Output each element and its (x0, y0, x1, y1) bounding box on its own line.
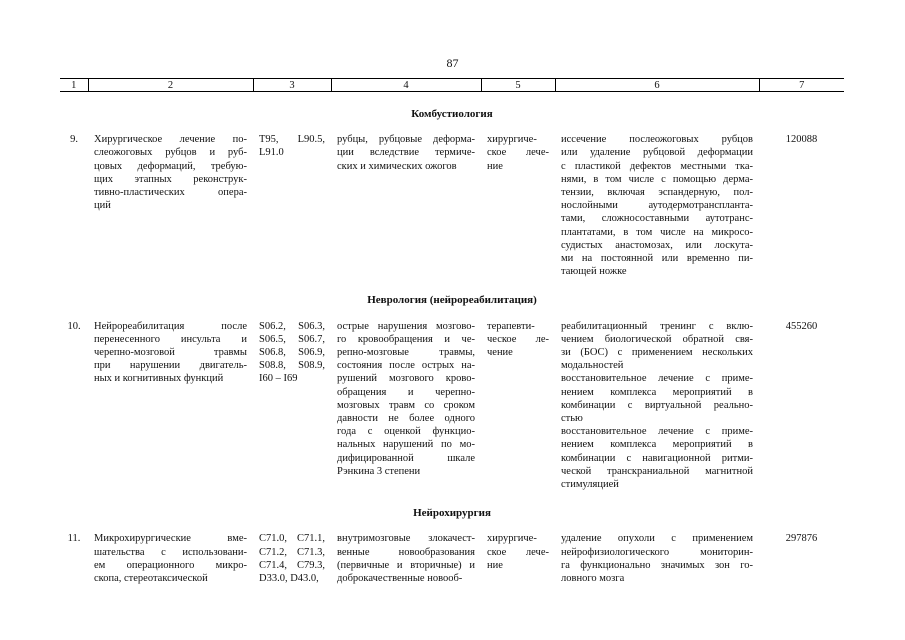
text-line: ское лече- (487, 147, 549, 159)
column-number: 2 (88, 79, 253, 92)
column-number-header (60, 79, 844, 92)
text-line: рубцы, рубцовые деформа- (337, 134, 475, 146)
text-line: тающей ножке (561, 266, 627, 278)
text-line: венные новообразования (337, 546, 475, 558)
section-header (60, 491, 844, 532)
cost-cell: 455260 (785, 320, 818, 332)
text-line: нями, в том числе с помощью дерма- (561, 173, 753, 185)
text-line: га функционально значимых зон го- (561, 559, 753, 571)
text-line: хирургиче- (487, 533, 537, 545)
text-line: ческой транскраниальной магнитной (561, 465, 753, 477)
text-line: шательства с использовани- (94, 546, 247, 558)
text-line: ции вследствие термиче- (337, 147, 475, 159)
icd-codes-cell (253, 532, 331, 585)
text-line: цовых деформаций, требую- (94, 160, 247, 172)
text-line: репно-мозговые травмы, (337, 347, 475, 359)
text-line: I60 – I69 (259, 373, 298, 385)
row-number: 11. (67, 533, 81, 545)
text-line: нением комплекса мероприятий в (561, 386, 753, 398)
medical-care-table (60, 78, 844, 585)
treatment-type-cell (481, 320, 555, 492)
text-line: S06.2, S06.3, (259, 320, 325, 332)
text-line: удаление опухоли с применением (561, 533, 753, 545)
text-line: чение (487, 347, 513, 359)
text-line: стью (561, 413, 583, 425)
text-line: нейрофизиологического мониторин- (561, 546, 753, 558)
column-number: 3 (253, 79, 331, 92)
text-line: D33.0, D43.0, (259, 573, 319, 585)
text-line: мозговых травм со сроком (337, 399, 475, 411)
section-title: Нейрохирургия (413, 507, 491, 520)
text-line: ние (487, 559, 503, 571)
treatment-method-cell (555, 532, 759, 585)
procedure-name-cell (88, 320, 253, 492)
text-line: состояния после острых на- (337, 360, 475, 372)
text-line: внутримозговые злокачест- (337, 533, 475, 545)
text-line: или удаление рубцовой деформации (561, 147, 753, 159)
patient-model-cell (331, 532, 481, 585)
table-row (60, 133, 844, 278)
page-number: 87 (446, 56, 459, 70)
text-line: стимуляцией (561, 479, 619, 491)
text-line: черепно-мозговой травмы (94, 347, 247, 359)
treatment-method-cell (555, 320, 759, 492)
text-line: ловного мозга (561, 573, 625, 585)
text-line: дифицированной шкале (337, 452, 475, 464)
text-line: T95, L90.5, (259, 134, 325, 146)
text-line: ми на постоянной или временно пи- (561, 253, 753, 265)
text-line: зи (БОС) с применением нескольких (561, 347, 753, 359)
text-line: рушений мозгового крово- (337, 373, 475, 385)
text-line: при нарушении двигатель- (94, 360, 247, 372)
patient-model-cell (331, 133, 481, 278)
text-line: ческое ле- (487, 333, 549, 345)
text-line: хирургиче- (487, 134, 537, 146)
procedure-name-cell (88, 532, 253, 585)
text-line: давности не более одного (337, 413, 475, 425)
section-header (60, 92, 844, 134)
text-line: комбинации с навигационной ритми- (561, 452, 753, 464)
text-line: L91.0 (259, 147, 284, 159)
text-line: нением комплекса мероприятий в (561, 439, 753, 451)
text-line: C71.0, C71.1, (259, 533, 325, 545)
text-line: комбинации с виртуальной реально- (561, 399, 753, 411)
text-line: реабилитационный тренинг с вклю- (561, 320, 753, 332)
text-line: судистых анастомозах, или лоскута- (561, 239, 753, 251)
text-line: S06.5, S06.7, (259, 333, 325, 345)
text-line: го кровообращения и че- (337, 333, 475, 345)
text-line: нальных нарушений по мо- (337, 439, 475, 451)
patient-model-cell (331, 320, 481, 492)
text-line: ных и когнитивных функций (94, 373, 224, 385)
cost-cell: 120088 (785, 134, 818, 146)
text-line: C71.4, C79.3, (259, 559, 325, 571)
text-line: острые нарушения мозгово- (337, 320, 475, 332)
text-line: S08.8, S08.9, (259, 360, 325, 372)
section-title: Комбустиология (411, 108, 493, 120)
text-line: с пластикой дефектов местными тка- (561, 160, 753, 172)
column-number: 6 (555, 79, 759, 92)
procedure-name-cell (88, 133, 253, 278)
text-line: ем операционного микро- (94, 559, 247, 571)
text-line: Нейрореабилитация после (94, 320, 247, 332)
column-number: 4 (331, 79, 481, 92)
text-line: Хирургическое лечение по- (94, 134, 247, 146)
text-line: года с оценкой функцио- (337, 426, 475, 438)
text-line: восстановительное лечение с приме- (561, 426, 753, 438)
text-line: ских и химических ожогов (337, 160, 457, 172)
text-line: иссечение послеожоговых рубцов (561, 134, 753, 146)
text-line: (первичные и вторичные) и (337, 559, 475, 571)
column-number: 5 (481, 79, 555, 92)
text-line: тами, сложносоставными аутотранс- (561, 213, 753, 225)
text-line: плантатами, в том числе на микросо- (561, 226, 753, 238)
column-number: 1 (60, 79, 88, 92)
text-line: ций (94, 200, 111, 212)
treatment-type-cell (481, 133, 555, 278)
text-line: скопа, стереотаксической (94, 573, 208, 585)
text-line: перенесенного инсульта и (94, 333, 247, 345)
text-line: щих этапных реконструк- (94, 173, 247, 185)
text-line: нослойными аутодермотранспланта- (561, 200, 753, 212)
text-line: обращения и черепно- (337, 386, 475, 398)
text-line: S06.8, S06.9, (259, 347, 325, 359)
icd-codes-cell (253, 133, 331, 278)
cost-cell: 297876 (785, 533, 818, 545)
table-row (60, 532, 844, 585)
table-row (60, 320, 844, 492)
row-number: 10. (67, 320, 81, 332)
text-line: ское лече- (487, 546, 549, 558)
treatment-method-cell (555, 133, 759, 278)
text-line: слеожоговых рубцов и руб- (94, 147, 247, 159)
text-line: тензии, включая эспандерную, пол- (561, 187, 753, 199)
text-line: чением биологической обратной свя- (561, 333, 753, 345)
section-title: Неврология (нейрореабилитация) (367, 294, 537, 307)
row-number: 9. (70, 134, 78, 146)
section-header (60, 278, 844, 319)
treatment-type-cell (481, 532, 555, 585)
icd-codes-cell (253, 320, 331, 492)
text-line: тивно-пластических опера- (94, 187, 247, 199)
text-line: модальностей (561, 360, 624, 372)
column-number: 7 (759, 79, 844, 92)
text-line: Микрохирургические вме- (94, 533, 247, 545)
text-line: C71.2, C71.3, (259, 546, 325, 558)
text-line: восстановительное лечение с приме- (561, 373, 753, 385)
text-line: Рэнкина 3 степени (337, 465, 421, 477)
text-line: терапевти- (487, 320, 535, 332)
text-line: ние (487, 160, 503, 172)
text-line: доброкачественные новооб- (337, 573, 463, 585)
